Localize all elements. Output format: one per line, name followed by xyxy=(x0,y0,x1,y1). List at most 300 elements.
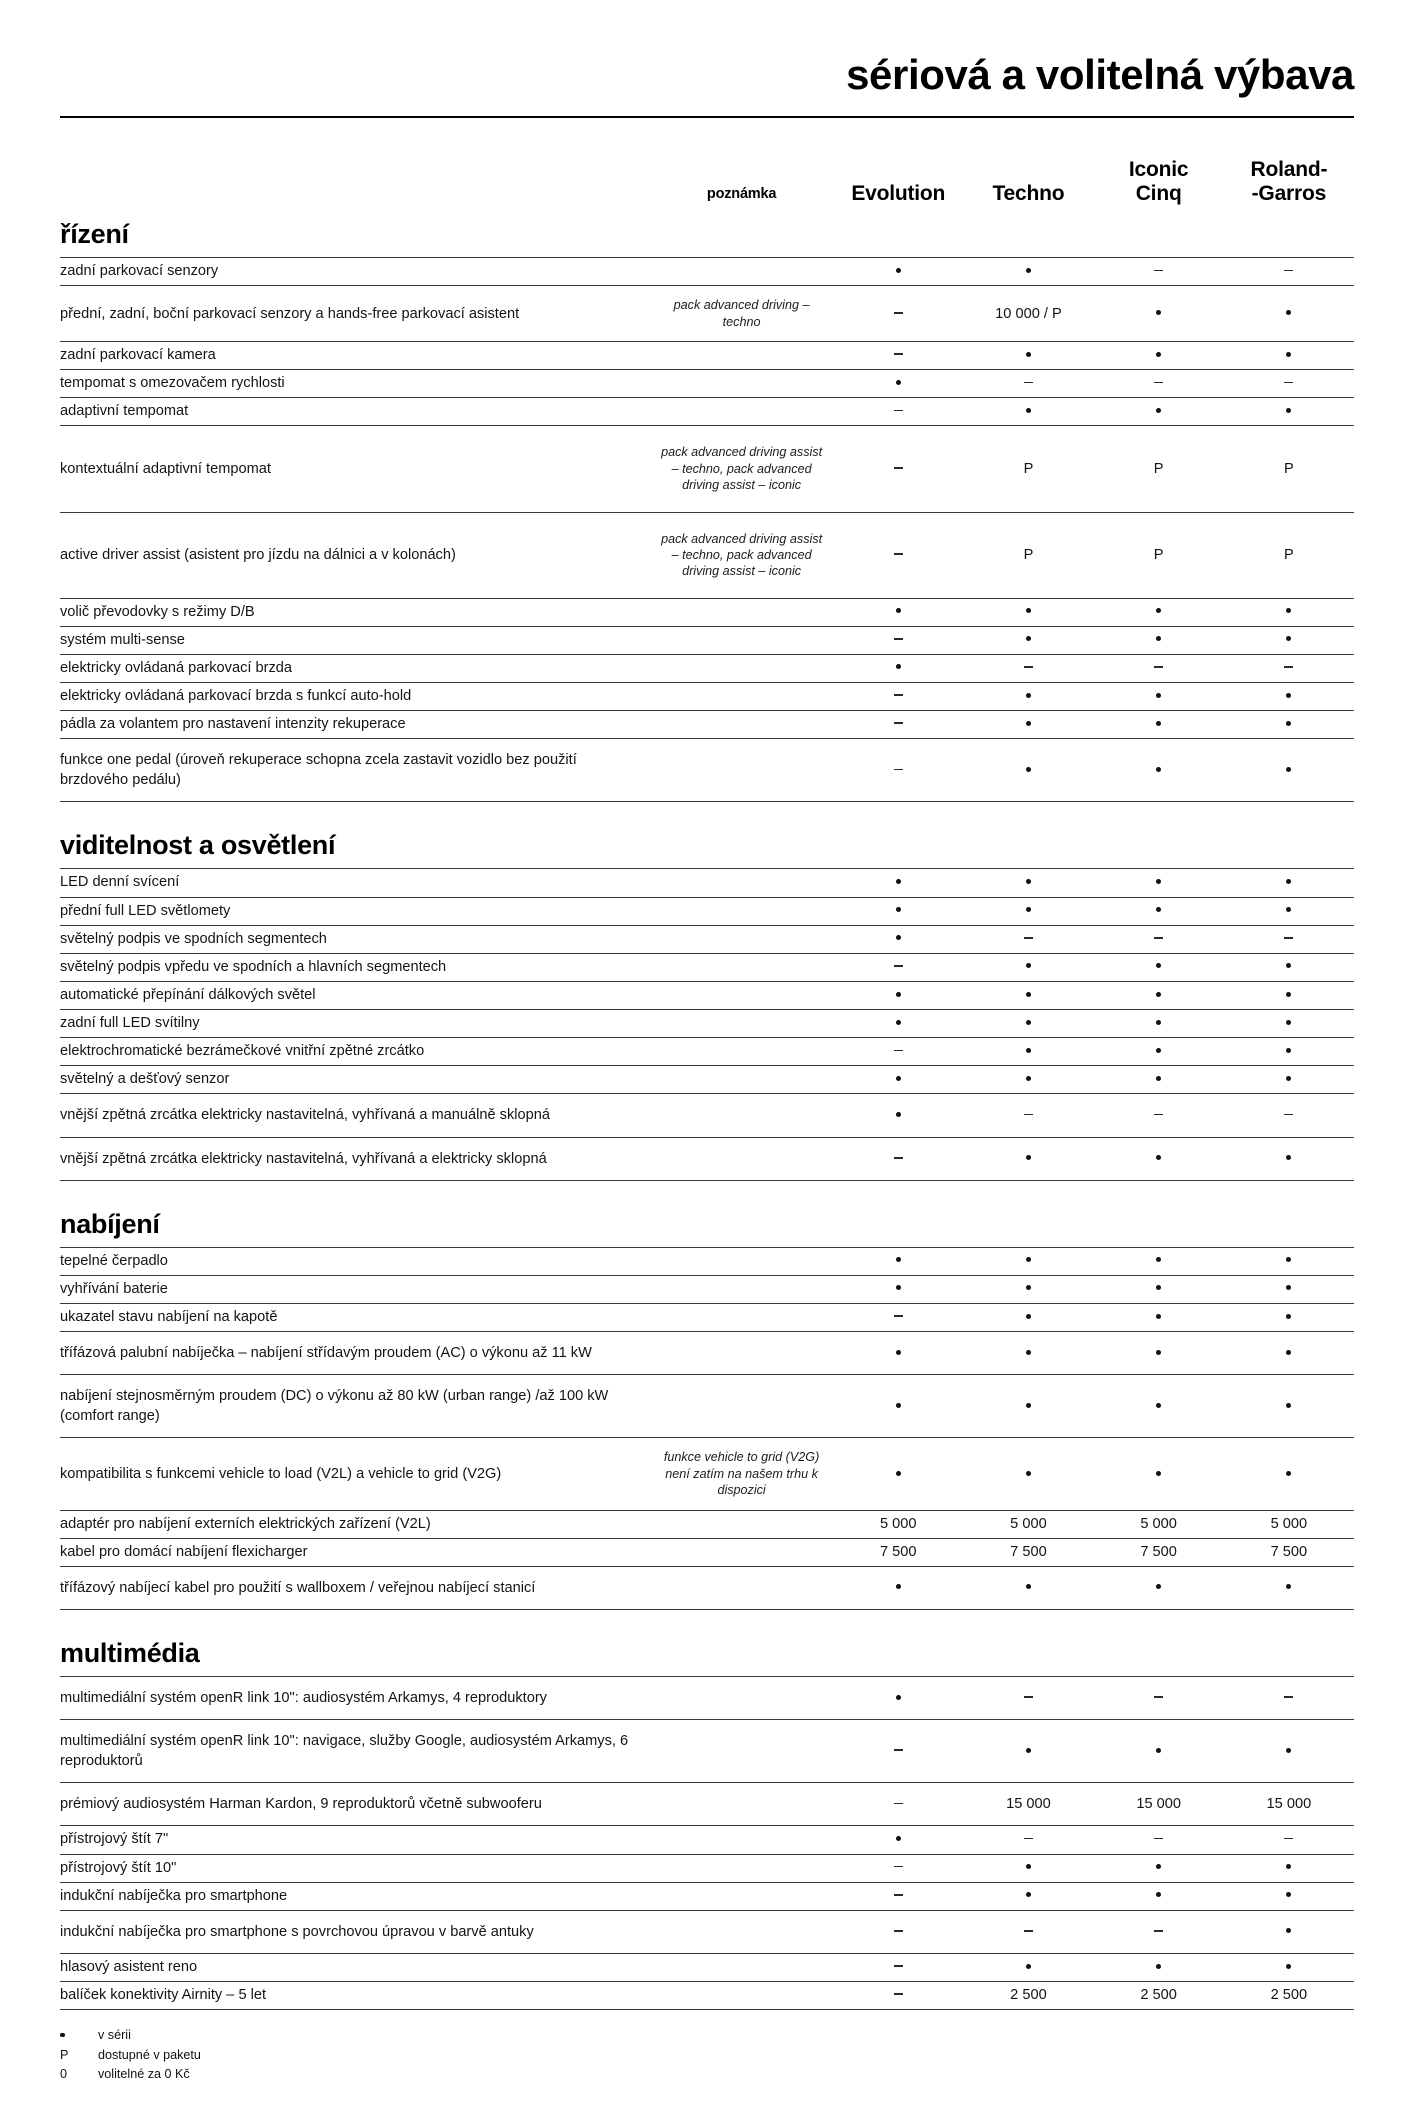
spec-value-cell xyxy=(1094,925,1224,953)
spec-value-cell xyxy=(833,342,963,370)
feature-label: indukční nabíječka pro smartphone s povrchovou úpravou v barvě antuky xyxy=(60,1910,650,1953)
standard-dot-icon xyxy=(1156,907,1161,912)
feature-label: adaptivní tempomat xyxy=(60,398,650,426)
section-title-cell xyxy=(60,211,1354,258)
legend-symbol: 0 xyxy=(60,2067,68,2082)
standard-dot-icon xyxy=(1026,1257,1031,1262)
feature-label: pádla za volantem pro nastavení intenzity rekuperace xyxy=(60,711,650,739)
standard-dot-icon xyxy=(1286,1155,1291,1160)
table-header xyxy=(60,158,1354,211)
standard-dot-icon xyxy=(1026,608,1031,613)
spec-value-cell xyxy=(963,1826,1093,1854)
standard-dot-icon xyxy=(1286,992,1291,997)
spec-value-cell xyxy=(833,869,963,897)
not-available-dash-icon xyxy=(894,769,903,771)
spec-value-cell xyxy=(1224,1137,1354,1180)
legend-text: v sérii xyxy=(98,2028,131,2043)
feature-label: LED denní svícení xyxy=(60,869,650,897)
not-available-dash-icon xyxy=(1024,937,1033,939)
standard-dot-icon xyxy=(1026,1155,1031,1160)
legend-item xyxy=(60,2065,1354,2085)
spec-value-cell xyxy=(963,711,1093,739)
note-cell xyxy=(650,1066,833,1094)
spec-value-cell xyxy=(963,1247,1093,1275)
spec-value-cell xyxy=(1094,981,1224,1009)
not-available-dash-icon xyxy=(1024,1930,1033,1932)
note-cell xyxy=(650,1826,833,1854)
column-header-techno xyxy=(963,158,1093,211)
section-title-viditelnost: viditelnost a osvětlení xyxy=(60,830,336,861)
equipment-spec-table xyxy=(60,158,1354,2010)
spec-value-cell: 7 500 xyxy=(1224,1538,1354,1566)
spec-value-cell xyxy=(1224,1094,1354,1137)
spec-value-cell xyxy=(963,1566,1093,1609)
table-row xyxy=(60,1332,1354,1375)
spec-value-cell xyxy=(963,739,1093,802)
table-row xyxy=(60,739,1354,802)
spec-value-cell xyxy=(833,1720,963,1783)
standard-dot-icon xyxy=(1026,1048,1031,1053)
standard-dot-icon xyxy=(1026,693,1031,698)
spec-value-cell xyxy=(963,1275,1093,1303)
spec-value-cell: 5 000 xyxy=(1224,1510,1354,1538)
table-row xyxy=(60,682,1354,710)
standard-dot-icon xyxy=(1026,1748,1031,1753)
table-row xyxy=(60,897,1354,925)
note-cell xyxy=(650,981,833,1009)
feature-label: active driver assist (asistent pro jízdu na dálnici a v kolonách) xyxy=(60,512,650,598)
not-available-dash-icon xyxy=(1284,937,1293,939)
standard-dot-icon xyxy=(1286,721,1291,726)
spec-value-cell xyxy=(963,682,1093,710)
note-cell: funkce vehicle to grid (V2G) není zatím na našem trhu k dispozici xyxy=(650,1438,833,1510)
spec-value-cell xyxy=(1094,1094,1224,1137)
standard-dot-icon xyxy=(1156,408,1161,413)
note-cell xyxy=(650,1010,833,1038)
spec-value-cell xyxy=(1224,953,1354,981)
standard-dot-icon xyxy=(1156,879,1161,884)
table-row xyxy=(60,1094,1354,1137)
table-row xyxy=(60,1783,1354,1826)
note-cell xyxy=(650,1953,833,1981)
feature-label: vyhřívání baterie xyxy=(60,1275,650,1303)
not-available-dash-icon xyxy=(894,1965,903,1967)
standard-dot-icon xyxy=(60,2033,65,2038)
standard-dot-icon xyxy=(1026,1314,1031,1319)
spec-value-cell xyxy=(833,1438,963,1510)
not-available-dash-icon xyxy=(894,1315,903,1317)
section-title-nabijeni: nabíjení xyxy=(60,1208,160,1239)
spec-value-cell xyxy=(833,1094,963,1137)
spec-value-cell xyxy=(1224,1303,1354,1331)
note-cell xyxy=(650,1375,833,1438)
spec-value-cell xyxy=(1224,1247,1354,1275)
table-row xyxy=(60,1438,1354,1510)
spec-value-cell: 2 500 xyxy=(1094,1982,1224,2010)
spec-value-cell xyxy=(833,1303,963,1331)
spec-value-cell xyxy=(833,370,963,398)
table-row xyxy=(60,1303,1354,1331)
standard-dot-icon xyxy=(1156,310,1161,315)
feature-label: světelný podpis ve spodních segmentech xyxy=(60,925,650,953)
standard-dot-icon xyxy=(1156,1403,1161,1408)
table-body xyxy=(60,211,1354,2009)
feature-label: multimediální systém openR link 10": audiosystém Arkamys, 4 reproduktory xyxy=(60,1676,650,1719)
table-row xyxy=(60,981,1354,1009)
spec-value-cell xyxy=(833,1882,963,1910)
legend-text: volitelné za 0 Kč xyxy=(98,2067,190,2082)
table-row xyxy=(60,370,1354,398)
spec-value-cell xyxy=(1224,1010,1354,1038)
standard-dot-icon xyxy=(896,1584,901,1589)
spec-value-cell xyxy=(1094,598,1224,626)
not-available-dash-icon xyxy=(894,965,903,967)
note-cell xyxy=(650,1783,833,1826)
spec-value-cell: 5 000 xyxy=(1094,1510,1224,1538)
spec-value-cell xyxy=(1094,370,1224,398)
spec-value-cell xyxy=(1224,869,1354,897)
spec-value-cell xyxy=(1224,598,1354,626)
spec-value-cell xyxy=(1224,1910,1354,1953)
section-title-multimedia: multimédia xyxy=(60,1637,200,1668)
spec-value-cell: 15 000 xyxy=(1224,1783,1354,1826)
spec-value-cell xyxy=(833,598,963,626)
note-cell: pack advanced driving assist – techno, pack advanced driving assist – iconic xyxy=(650,512,833,598)
legend-symbol xyxy=(60,2026,98,2046)
spec-value-cell xyxy=(1094,739,1224,802)
not-available-dash-icon xyxy=(894,1803,903,1805)
note-cell xyxy=(650,1720,833,1783)
section-title-rizeni: řízení xyxy=(60,219,129,250)
not-available-dash-icon xyxy=(1154,937,1163,939)
standard-dot-icon xyxy=(1026,767,1031,772)
spec-value-cell xyxy=(833,1953,963,1981)
spec-value-cell: P xyxy=(1094,426,1224,512)
note-cell xyxy=(650,1566,833,1609)
spec-value-cell xyxy=(833,398,963,426)
feature-label: hlasový asistent reno xyxy=(60,1953,650,1981)
spec-value-cell xyxy=(1094,1854,1224,1882)
standard-dot-icon xyxy=(1156,1285,1161,1290)
table-row xyxy=(60,869,1354,897)
table-row xyxy=(60,1510,1354,1538)
table-row xyxy=(60,1247,1354,1275)
spec-value-cell xyxy=(963,626,1093,654)
note-cell xyxy=(650,925,833,953)
feature-label: elektricky ovládaná parkovací brzda xyxy=(60,654,650,682)
spec-value-cell xyxy=(1224,626,1354,654)
feature-label: světelný a dešťový senzor xyxy=(60,1066,650,1094)
standard-dot-icon xyxy=(896,1257,901,1262)
spec-value-cell xyxy=(833,1375,963,1438)
spec-value-cell xyxy=(963,1882,1093,1910)
table-row xyxy=(60,1982,1354,2010)
note-cell xyxy=(650,370,833,398)
standard-dot-icon xyxy=(1286,1350,1291,1355)
standard-dot-icon xyxy=(1156,1076,1161,1081)
table-row xyxy=(60,1010,1354,1038)
section-header-row xyxy=(60,1609,1354,1676)
spec-value-cell xyxy=(963,1375,1093,1438)
not-available-dash-icon xyxy=(1154,1930,1163,1932)
standard-dot-icon xyxy=(1026,408,1031,413)
standard-dot-icon xyxy=(1286,636,1291,641)
spec-value-cell: 5 000 xyxy=(833,1510,963,1538)
spec-value-cell xyxy=(963,1038,1093,1066)
not-available-dash-icon xyxy=(1284,382,1293,384)
standard-dot-icon xyxy=(1026,1020,1031,1025)
standard-dot-icon xyxy=(1026,636,1031,641)
section-title-cell xyxy=(60,1609,1354,1676)
spec-value-cell xyxy=(1224,342,1354,370)
legend-symbol: P xyxy=(60,2047,69,2062)
standard-dot-icon xyxy=(1156,693,1161,698)
legend xyxy=(60,2026,1354,2085)
spec-value-cell xyxy=(1224,258,1354,286)
table-row xyxy=(60,1854,1354,1882)
standard-dot-icon xyxy=(1156,352,1161,357)
spec-value-cell xyxy=(963,1953,1093,1981)
spec-value-cell: 15 000 xyxy=(1094,1783,1224,1826)
standard-dot-icon xyxy=(1286,1964,1291,1969)
spec-value-cell xyxy=(1224,682,1354,710)
spec-value-cell xyxy=(963,370,1093,398)
feature-label: tempomat s omezovačem rychlosti xyxy=(60,370,650,398)
spec-value-cell xyxy=(963,869,1093,897)
table-row xyxy=(60,426,1354,512)
not-available-dash-icon xyxy=(894,353,903,355)
spec-value-cell xyxy=(963,1066,1093,1094)
feature-label: tepelné čerpadlo xyxy=(60,1247,650,1275)
feature-label: vnější zpětná zrcátka elektricky nastavitelná, vyhřívaná a elektricky sklopná xyxy=(60,1137,650,1180)
table-row xyxy=(60,286,1354,342)
standard-dot-icon xyxy=(896,1076,901,1081)
spec-value-cell xyxy=(963,897,1093,925)
table-row xyxy=(60,1038,1354,1066)
standard-dot-icon xyxy=(1156,1892,1161,1897)
note-cell xyxy=(650,682,833,710)
spec-value-cell xyxy=(1094,1882,1224,1910)
feature-label: přední full LED světlomety xyxy=(60,897,650,925)
spec-value-cell xyxy=(963,981,1093,1009)
not-available-dash-icon xyxy=(894,410,903,412)
spec-value-cell xyxy=(1094,1953,1224,1981)
not-available-dash-icon xyxy=(894,722,903,724)
spec-value-cell xyxy=(833,953,963,981)
column-header-iconic-line2: Cinq xyxy=(1135,181,1182,205)
spec-value-cell: 10 000 / P xyxy=(963,286,1093,342)
feature-label: světelný podpis vpředu ve spodních a hlavních segmentech xyxy=(60,953,650,981)
standard-dot-icon xyxy=(1286,1584,1291,1589)
spec-value-cell xyxy=(833,1247,963,1275)
standard-dot-icon xyxy=(1026,1584,1031,1589)
spec-value-cell xyxy=(1094,1066,1224,1094)
spec-value-cell xyxy=(963,1854,1093,1882)
note-cell xyxy=(650,598,833,626)
spec-value-cell xyxy=(1224,1854,1354,1882)
spec-value-cell xyxy=(833,286,963,342)
feature-label: volič převodovky s režimy D/B xyxy=(60,598,650,626)
spec-value-cell xyxy=(1224,1720,1354,1783)
legend-text: dostupné v paketu xyxy=(98,2047,201,2062)
standard-dot-icon xyxy=(1286,1257,1291,1262)
standard-dot-icon xyxy=(1286,1314,1291,1319)
standard-dot-icon xyxy=(1156,636,1161,641)
standard-dot-icon xyxy=(1286,1403,1291,1408)
note-column-header: poznámka xyxy=(706,185,777,202)
standard-dot-icon xyxy=(896,1020,901,1025)
standard-dot-icon xyxy=(1026,1076,1031,1081)
standard-dot-icon xyxy=(1026,1864,1031,1869)
feature-label: zadní full LED svítilny xyxy=(60,1010,650,1038)
feature-label: přední, zadní, boční parkovací senzory a hands-free parkovací asistent xyxy=(60,286,650,342)
title-divider xyxy=(60,116,1354,118)
spec-value-cell: 2 500 xyxy=(963,1982,1093,2010)
not-available-dash-icon xyxy=(1024,666,1033,668)
spec-value-cell xyxy=(833,981,963,1009)
feature-label: kabel pro domácí nabíjení flexicharger xyxy=(60,1538,650,1566)
standard-dot-icon xyxy=(1156,1864,1161,1869)
spec-value-cell xyxy=(833,1275,963,1303)
table-row xyxy=(60,925,1354,953)
feature-label: automatické přepínání dálkových světel xyxy=(60,981,650,1009)
standard-dot-icon xyxy=(1026,1471,1031,1476)
feature-column-header xyxy=(60,158,650,211)
standard-dot-icon xyxy=(1026,963,1031,968)
spec-value-cell xyxy=(963,925,1093,953)
note-cell: pack advanced driving – techno xyxy=(650,286,833,342)
table-row xyxy=(60,1137,1354,1180)
spec-value-cell xyxy=(833,626,963,654)
column-header-evolution-label: Evolution xyxy=(851,181,946,205)
spec-value-cell xyxy=(1094,1137,1224,1180)
note-cell xyxy=(650,1538,833,1566)
standard-dot-icon xyxy=(1156,1964,1161,1969)
standard-dot-icon xyxy=(896,664,901,669)
standard-dot-icon xyxy=(896,879,901,884)
not-available-dash-icon xyxy=(1284,1696,1293,1698)
feature-label: funkce one pedal (úroveň rekuperace schopna zcela zastavit vozidlo bez použití brzdového pedálu) xyxy=(60,739,650,802)
spec-value-cell xyxy=(1094,897,1224,925)
standard-dot-icon xyxy=(1026,352,1031,357)
note-cell xyxy=(650,654,833,682)
standard-dot-icon xyxy=(1156,1155,1161,1160)
spec-value-cell xyxy=(833,258,963,286)
standard-dot-icon xyxy=(1156,767,1161,772)
standard-dot-icon xyxy=(1156,1584,1161,1589)
spec-value-cell xyxy=(1224,370,1354,398)
standard-dot-icon xyxy=(896,1350,901,1355)
table-row xyxy=(60,1720,1354,1783)
not-available-dash-icon xyxy=(1154,666,1163,668)
note-cell xyxy=(650,1275,833,1303)
spec-value-cell xyxy=(1094,342,1224,370)
table-row xyxy=(60,654,1354,682)
standard-dot-icon xyxy=(1286,693,1291,698)
feature-label: přístrojový štít 10" xyxy=(60,1854,650,1882)
standard-dot-icon xyxy=(1026,992,1031,997)
table-row xyxy=(60,258,1354,286)
note-cell xyxy=(650,897,833,925)
standard-dot-icon xyxy=(1026,1403,1031,1408)
standard-dot-icon xyxy=(1286,310,1291,315)
spec-value-cell: 5 000 xyxy=(963,1510,1093,1538)
spec-value-cell xyxy=(1224,925,1354,953)
standard-dot-icon xyxy=(1026,879,1031,884)
standard-dot-icon xyxy=(1286,767,1291,772)
note-cell xyxy=(650,1137,833,1180)
note-cell xyxy=(650,342,833,370)
standard-dot-icon xyxy=(1286,608,1291,613)
spec-value-cell: P xyxy=(963,426,1093,512)
table-row xyxy=(60,1676,1354,1719)
standard-dot-icon xyxy=(1156,1048,1161,1053)
spec-value-cell xyxy=(833,1332,963,1375)
spec-value-cell xyxy=(833,1910,963,1953)
spec-value-cell xyxy=(1094,1375,1224,1438)
not-available-dash-icon xyxy=(1284,1114,1293,1116)
not-available-dash-icon xyxy=(894,1157,903,1159)
standard-dot-icon xyxy=(896,1112,901,1117)
feature-label: třífázový nabíjecí kabel pro použití s wallboxem / veřejnou nabíjecí stanicí xyxy=(60,1566,650,1609)
standard-dot-icon xyxy=(896,608,901,613)
spec-value-cell xyxy=(1094,626,1224,654)
table-row xyxy=(60,342,1354,370)
feature-label: přístrojový štít 7" xyxy=(60,1826,650,1854)
spec-value-cell xyxy=(833,426,963,512)
standard-dot-icon xyxy=(1156,1350,1161,1355)
spec-value-cell xyxy=(1094,1826,1224,1854)
note-cell xyxy=(650,1676,833,1719)
legend-item xyxy=(60,2046,1354,2066)
spec-value-cell xyxy=(833,1066,963,1094)
standard-dot-icon xyxy=(1286,1020,1291,1025)
feature-label: adaptér pro nabíjení externích elektrických zařízení (V2L) xyxy=(60,1510,650,1538)
standard-dot-icon xyxy=(896,907,901,912)
spec-value-cell xyxy=(1224,654,1354,682)
table-row xyxy=(60,1882,1354,1910)
spec-value-cell xyxy=(1224,1676,1354,1719)
standard-dot-icon xyxy=(1156,1748,1161,1753)
feature-label: nabíjení stejnosměrným proudem (DC) o výkonu až 80 kW (urban range) /až 100 kW (comfort range) xyxy=(60,1375,650,1438)
spec-value-cell xyxy=(1094,953,1224,981)
standard-dot-icon xyxy=(1026,1892,1031,1897)
spec-value-cell xyxy=(1224,739,1354,802)
spec-value-cell xyxy=(833,1982,963,2010)
feature-label: prémiový audiosystém Harman Kardon, 9 reproduktorů včetně subwooferu xyxy=(60,1783,650,1826)
not-available-dash-icon xyxy=(1154,382,1163,384)
standard-dot-icon xyxy=(1026,721,1031,726)
section-title-cell xyxy=(60,1180,1354,1247)
table-row xyxy=(60,1566,1354,1609)
standard-dot-icon xyxy=(1026,1350,1031,1355)
feature-label: multimediální systém openR link 10": navigace, služby Google, audiosystém Arkamys, 6 reproduktorů xyxy=(60,1720,650,1783)
standard-dot-icon xyxy=(896,935,901,940)
spec-value-cell xyxy=(1094,286,1224,342)
feature-label: zadní parkovací senzory xyxy=(60,258,650,286)
not-available-dash-icon xyxy=(894,312,903,314)
spec-value-cell xyxy=(963,654,1093,682)
spec-value-cell xyxy=(1094,682,1224,710)
not-available-dash-icon xyxy=(1284,1838,1293,1840)
spec-value-cell: 7 500 xyxy=(1094,1538,1224,1566)
spec-value-cell xyxy=(1094,654,1224,682)
standard-dot-icon xyxy=(1026,907,1031,912)
spec-value-cell xyxy=(1224,398,1354,426)
spec-value-cell: P xyxy=(1224,512,1354,598)
feature-label: elektricky ovládaná parkovací brzda s funkcí auto-hold xyxy=(60,682,650,710)
note-cell xyxy=(650,711,833,739)
